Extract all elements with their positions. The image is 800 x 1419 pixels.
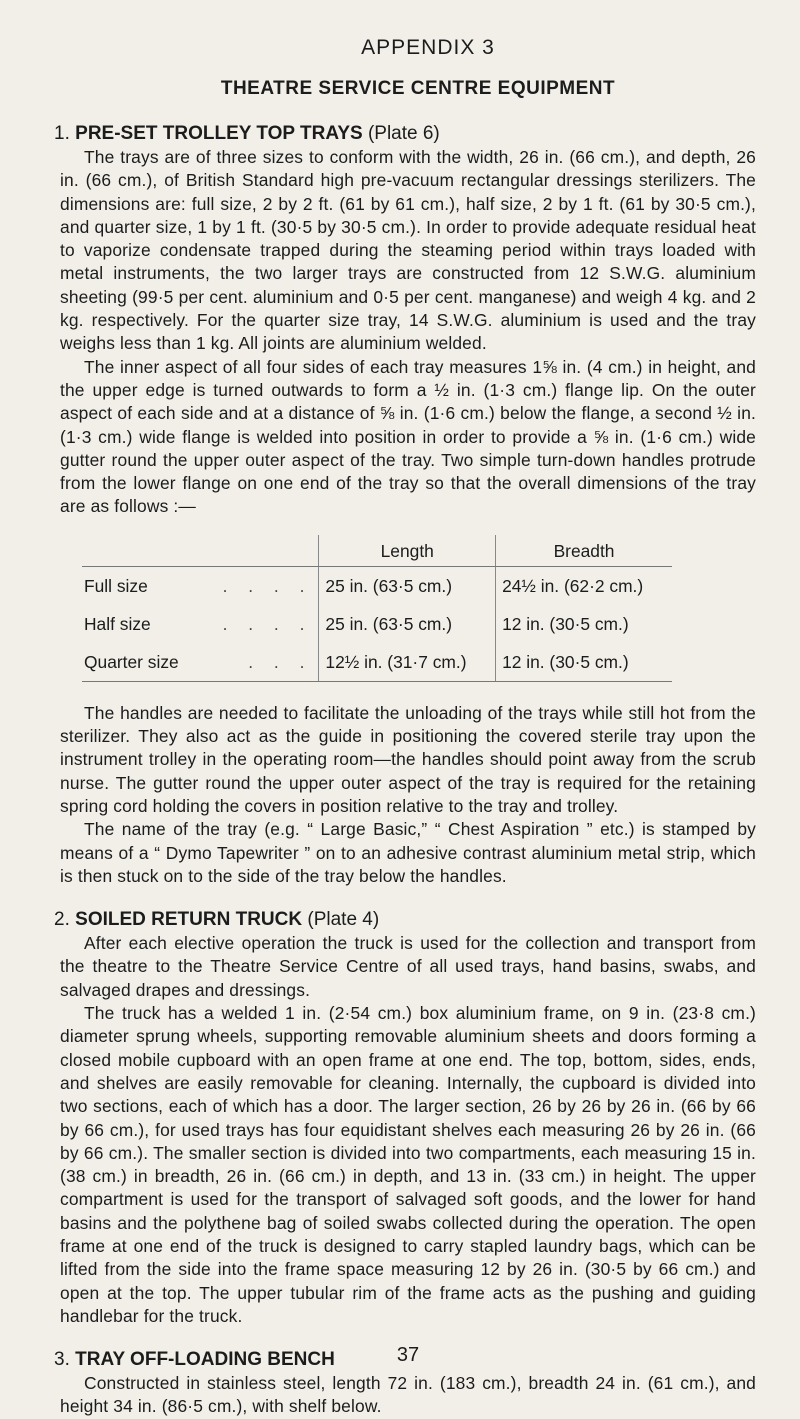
table-row [82, 643, 672, 682]
section-soiled-return-truck [54, 908, 756, 1328]
appendix-heading: APPENDIX 3 [361, 36, 495, 59]
leader-dots: . . . . [222, 575, 313, 596]
leader-dots: . . . . [222, 613, 313, 634]
size-cell [82, 643, 319, 682]
section-heading [54, 122, 756, 146]
section-number: 1. [54, 123, 70, 144]
plate-reference: (Plate 6) [367, 123, 440, 144]
table-header-row [82, 535, 672, 567]
section-number: 3. [54, 1349, 70, 1371]
paragraph: The name of the tray (e.g. “ Large Basic,” “ Chest Aspiration ” etc.) is stamped by means of a “ Dymo Tapewriter ” on to an adhesive contrast aluminium metal strip, which is then stuck on to the side of the tray below the handles. [60, 819, 756, 886]
table-row [82, 605, 672, 643]
paragraph: The inner aspect of all four sides of each tray measures 1⅝ in. (4 cm.) in height, and the upper edge is turned outwards to form a ½ in. (1·3 cm.) flange lip. On the outer aspect of each side and at a distance of ⅝ in. (1·6 cm.) below the flange, a second ½ in. (1·3 cm.) wide flange is welded into position in order to provide a ⅝ in. (1·6 cm.) wide gutter round the upper outer aspect of the tray. Two simple turn-down handles protrude from the lower flange on one end of the tray so that the overall dimensions of the tray are as follows :— [60, 356, 756, 517]
paragraph: Constructed in stainless steel, length 72 in. (183 cm.), breadth 24 in. (61 cm.), and height 34 in. (86·5 cm.), with shelf below. [60, 1373, 756, 1417]
page-number: 37 [396, 1344, 420, 1366]
section-pre-set-trolley-top-trays [54, 122, 756, 888]
document-title: THEATRE SERVICE CENTRE EQUIPMENT [220, 78, 616, 99]
paragraph: The trays are of three sizes to conform with the width, 26 in. (66 cm.), and depth, 26 in. (66 cm.), of British Standard high pre-vacuum rectangular dressings sterilizers. The dimensions are: full size, 2 by 2 ft. (61 by 61 cm.), half size, 2 by 1 ft. (61 by 30·5 cm.), and quarter size, 1 by 1 ft. (30·5 by 30·5 cm.). In order to provide adequate residual heat to vaporize condensate trapped during the steaming period within trays loaded with metal instruments, the two larger trays are constructed from 12 S.W.G. aluminium sheeting (99·5 per cent. aluminium and 0·5 per cent. manganese) and weigh 4 kg. and 2 kg. respectively. For the quarter size tray, 14 S.W.G. aluminium is used and the tray weighs less than 1 kg. All joints are aluminium welded. [60, 147, 756, 354]
section-title: TRAY OFF-LOADING BENCH [75, 1349, 335, 1371]
plate-reference: (Plate 4) [307, 909, 380, 931]
paragraph: After each elective operation the truck is used for the collection and transport from the theatre to the Theatre Service Centre of all used trays, hand basins, swabs, and salvaged drapes and dressings. [60, 933, 756, 1000]
length-cell: 25 in. (63·5 cm.) [319, 605, 496, 643]
section-title: SOILED RETURN TRUCK [75, 909, 303, 931]
table-row [82, 566, 672, 605]
length-cell: 25 in. (63·5 cm.) [319, 566, 496, 605]
section-number: 2. [54, 909, 70, 931]
size-cell [82, 566, 319, 605]
table-header-breadth: Breadth [496, 535, 672, 567]
size-label: Full size [84, 575, 148, 596]
size-cell [82, 605, 319, 643]
size-label: Quarter size [84, 651, 179, 672]
paragraph: The handles are needed to facilitate the unloading of the trays while still hot from the sterilizer. They also act as the guide in positioning the covered sterile tray upon the instrument trolley in the operating room—the handles should point away from the scrub nurse. The gutter round the upper outer aspect of the tray is required for the retaining spring cord holding the covers in position relative to the tray and trolley. [60, 702, 756, 816]
breadth-cell: 24½ in. (62·2 cm.) [502, 575, 644, 596]
paragraph: The truck has a welded 1 in. (2·54 cm.) box aluminium frame, on 9 in. (23·8 cm.) diameter sprung wheels, supporting removable aluminium sheets and doors forming a closed mobile cupboard with an open frame at one end. The top, bottom, sides, ends, and shelves are easily removable for cleaning. Internally, the cupboard is divided into two sections, each of which has a door. The larger section, 26 by 26 by 26 in. (66 by 66 by 66 cm.), for used trays has four equidistant shelves each measuring 26 by 26 in. (66 by 66 cm.). The smaller section is divided into two compartments, each measuring 15 in. (38 cm.) in breadth, 26 in. (66 cm.) in depth, and 13 in. (33 cm.) in height. The upper compartment is used for the transport of salvaged soft goods, and the lower for hand basins and the polythene bag of soiled swabs collected during the operation. The open frame at one end of the truck is designed to carry stapled laundry bags, which can be lifted from the side into the frame space measuring 12 by 26 in. (30·5 by 66 cm.) and open at the top. The upper tubular rim of the frame acts as the pushing and guiding handlebar for the truck. [60, 1003, 756, 1326]
table-header-length: Length [319, 535, 496, 567]
size-label: Half size [84, 613, 151, 634]
length-cell: 12½ in. (31·7 cm.) [319, 643, 496, 682]
breadth-cell: 12 in. (30·5 cm.) [502, 613, 629, 634]
breadth-cell: 12 in. (30·5 cm.) [496, 643, 672, 682]
section-spacer [60, 888, 756, 908]
leader-dots: . . . [248, 651, 313, 672]
section-title: PRE-SET TROLLEY TOP TRAYS [75, 123, 363, 144]
section-heading [54, 908, 756, 932]
table-header-size [82, 535, 319, 567]
tray-dimensions-table [82, 535, 672, 682]
